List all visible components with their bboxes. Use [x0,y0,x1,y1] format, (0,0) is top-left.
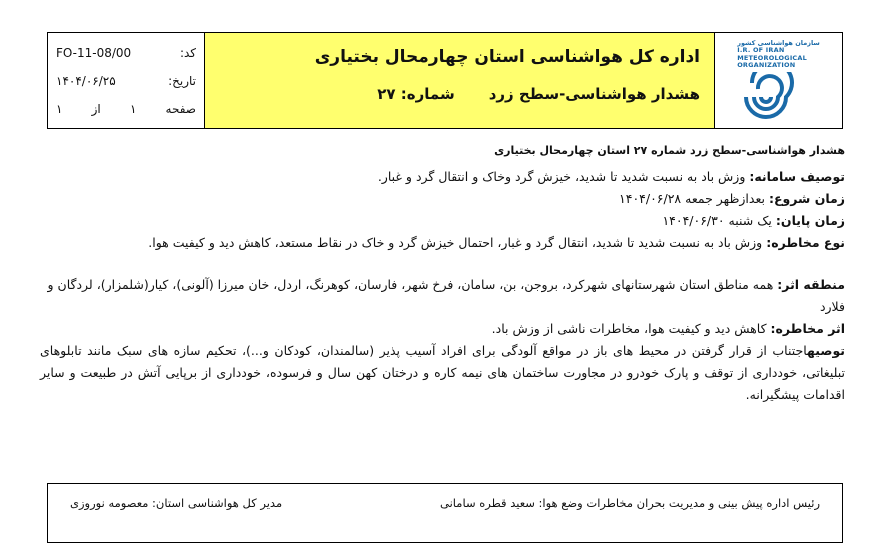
organization-logo [737,40,820,122]
description-value: وزش باد به نسبت شدید تا شدید، خیزش گرد وخاک و انتقال گرد و غبار. [377,169,746,184]
document-meta [48,33,205,128]
number-label: شماره: [400,85,455,103]
page-label: صفحه [165,102,196,116]
page-row [56,95,196,123]
end-value: یک شنبه ۱۴۰۴/۰۶/۳۰ [662,213,772,228]
area-label: منطقه اثر: [777,277,845,292]
code-value: FO-11-08/00 [56,46,132,60]
advice-label: توصیه [807,343,845,358]
warning-body [40,140,845,406]
title-panel [205,33,715,128]
date-row [56,67,196,95]
effect-label: اثر مخاطره: [770,321,845,336]
effect-line [40,318,845,340]
signature-director: مدیر کل هواشناسی استان: معصومه نوروزی [70,496,283,510]
code-label: کد: [179,46,196,60]
date-value: ۱۴۰۴/۰۶/۲۵ [56,74,116,88]
logo-text-2: METEOROLOGICAL [737,53,807,62]
signature-forecast-head: رئیس اداره پیش بینی و مدیریت بحران مخاطرات وضع هوا: سعید قطره سامانی [440,496,820,510]
warning-number [377,85,454,103]
hazard-line [40,232,845,254]
logo-text-1: I.R. OF IRAN [737,46,785,54]
start-line [40,188,845,210]
header-box [47,32,843,129]
number-value: ۲۷ [377,85,396,103]
start-value: بعدازظهر جمعه ۱۴۰۴/۰۶/۲۸ [619,191,765,206]
warning-subtitle-row [219,85,700,103]
date-label: تاریخ: [168,74,196,88]
start-label: زمان شروع: [768,191,845,206]
page-num: ۱ [129,102,137,116]
office-title: اداره کل هواشناسی استان چهارمحال بختیاری [314,47,700,67]
description-line [40,166,845,188]
warning-heading: هشدار هواشناسی-سطح زرد شماره ۲۷ استان چهارمحال بختیاری [494,144,845,157]
spacer [40,254,845,274]
end-line [40,210,845,232]
end-label: زمان پایان: [775,213,845,228]
warning-subtitle: هشدار هواشناسی-سطح زرد [488,85,700,103]
logo-text-fa: سازمان هواشناسی کشور [737,38,820,47]
page-total: ۱ [56,102,63,116]
hazard-value: وزش باد به نسبت شدید تا شدید، انتقال گرد و غبار، احتمال خیزش گرد و خاک در نقاط مستعد، کاهش دید و کیفیت هوا. [148,235,763,250]
logo-text-3: ORGANIZATION [737,61,796,69]
logo-panel [715,33,842,128]
area-line [40,274,845,318]
spiral-logo-icon [737,72,795,122]
advice-line [40,340,845,406]
area-value: همه مناطق استان شهرستانهای شهرکرد، بروجن، بن، سامان، فرخ شهر، فارسان، کوهرنگ، اردل، خان میرزا (آلونی)، کیار(شلمزار)، لردگان و فلارد [47,277,845,314]
hazard-label: نوع مخاطره: [766,235,845,250]
page-of: از [91,102,101,116]
advice-value: اجتناب از قرار گرفتن در محیط های باز در مواقع آلودگی برای افراد آسیب پذیر (سالمندان، کودکان و...)، تحکیم سازه های سبک مانند تابلوهای تبلیغاتی، خودداری از توقف و پارک خودرو در مجاورت ساختمان های نیمه کاره و درختان کهن سال و فرسوده، خودداری از برپایی آتش در طبیعت و سایر اقدامات پیشگیرانه. [40,343,845,402]
description-label: توصیف سامانه: [749,169,845,184]
effect-value: کاهش دید و کیفیت هوا، مخاطرات ناشی از وزش باد. [491,321,767,336]
code-row [56,39,196,67]
signature-box [47,483,843,543]
